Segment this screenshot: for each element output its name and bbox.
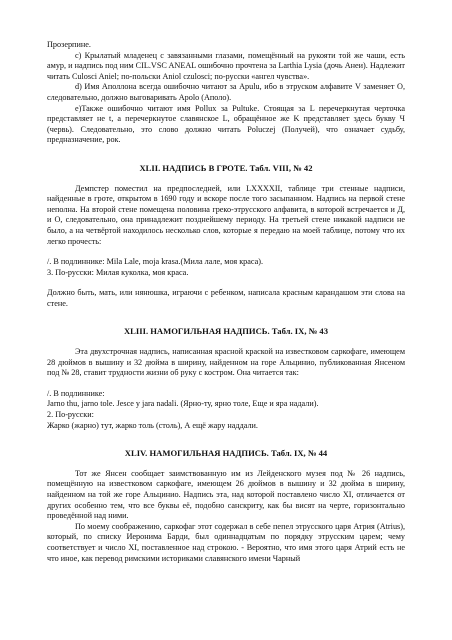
paragraph-44-continuation: По моему соображению, саркофаг этот содержал в себе пепел этрусского царя Атрия (Atrius), который, по списку Иеронима Барди, был одиннадцатым по порядку этрусским царем; чему соответствует и число XI, поставленное над строкою. - Вероятно, что имя этого царя Атрий есть не что иное, как перевод римскими историками славянского имени Чарный	[47, 521, 405, 563]
paragraph-intro-tail: Прозерпине.	[47, 40, 91, 49]
paragraph-item-d: d) Имя Аполлона всегда ошибочно читают за Apulu, ибо в этруском алфавите V заменяет O, следовательно, должно выговаривать Apolo (Аполо).	[47, 82, 405, 102]
inscription-russian-text: Жарко (жарно) тут, жарко толь (столь), А ещё жару наддали.	[47, 420, 258, 430]
section-heading-43: XLIII. НАМОГИЛЬНАЯ НАДПИСЬ. Табл. IX, № 43	[123, 326, 329, 337]
paragraph-item-e: e)Также ошибочно читают имя Pollux за Pultuke. Стоящая за L перечеркнутая черточка представляет не t, а перечеркнутое славянское L, обращённое же K представляет здесь букву Ч (червь). Следовательно, это слово должно читать Poluczej (Получей), что означает судьбу, предназначение, рок.	[47, 103, 405, 145]
inscription-russian-label: 2. По-русски:	[47, 410, 94, 420]
inscription-original-line: /. В подлиннике: Mila Lale, moja krasa.(Мила лале, моя краса).	[47, 257, 264, 267]
paragraph-42-body: Демпстер поместил на предпоследней, или LXXXXII, таблице три стенные надписи, найденные в гроте, открытом в 1690 году и вскоре после того засыпанном. Надпись на первой стене неполна. На второй стене помещена половина греко-этрусского алфавита, в которой встречается и Д, и О, следовательно, она принадлежит позднейшему периоду. На третьей стене никакой надписи не было, а на четвёртой находилось несколько слов, которые я передаю на моей таблице, потому что их легко прочесть:	[47, 183, 405, 246]
section-heading-44: XLIV. НАМОГИЛЬНАЯ НАДПИСЬ. Табл. IX, № 44	[124, 448, 328, 459]
paragraph-44-body: Тот же Янсен сообщает заимствованную им из Лейденского музея под № 26 надпись, помещённую на известковом саркофаге, имеющем 26 дюймов в вышину и 32 дюйма в ширину, найденном на той же горе Альцинио. Надпись эта, над которой поставлено число XI, отличается от других особенно тем, что все буквы её, подобно санскриту, как бы висят на черте, горизонтально проведённой над ними.	[47, 468, 405, 521]
inscription-original-text: Jarno thu, jarno tole. Jesce y jara nadali. (Ярно-ту, ярно толе, Еще и яра надали).	[47, 399, 319, 409]
paragraph-42-conclusion: Должно быть, мать, или нянюшка, играючи с ребенком, написала красным карандашом эти слова на стене.	[47, 288, 405, 308]
paragraph-43-body: Эта двухстрочная надпись, написанная красной краской на известковом саркофаге, имеющем 28 дюймов в вышину и 32 дюйма в ширину, найденном на горе Альцинио, публикованная Янсеном под № 28, ставит трудности жизни об руку с костром. Она читается так:	[47, 347, 405, 378]
inscription-original-label: /. В подлиннике:	[47, 388, 105, 398]
section-heading-42: XLII. НАДПИСЬ В ГРОТЕ. Табл. VIII, № 42	[139, 162, 313, 173]
paragraph-item-c: c) Крылатый младенец с завязанными глазами, помещённый на рукояти той же чаши, есть амур, и надпись под ним CIL.VSC ANEAL ошибочно прочтена за Larthia Lysia (дочь Анеи). Надлежит читать Culosci Aniel; по-польски Aniol czulosci; по-русски «ангел чувства».	[47, 50, 405, 81]
inscription-russian-line: 3. По-русски: Милая куколка, моя краса.	[47, 267, 189, 277]
